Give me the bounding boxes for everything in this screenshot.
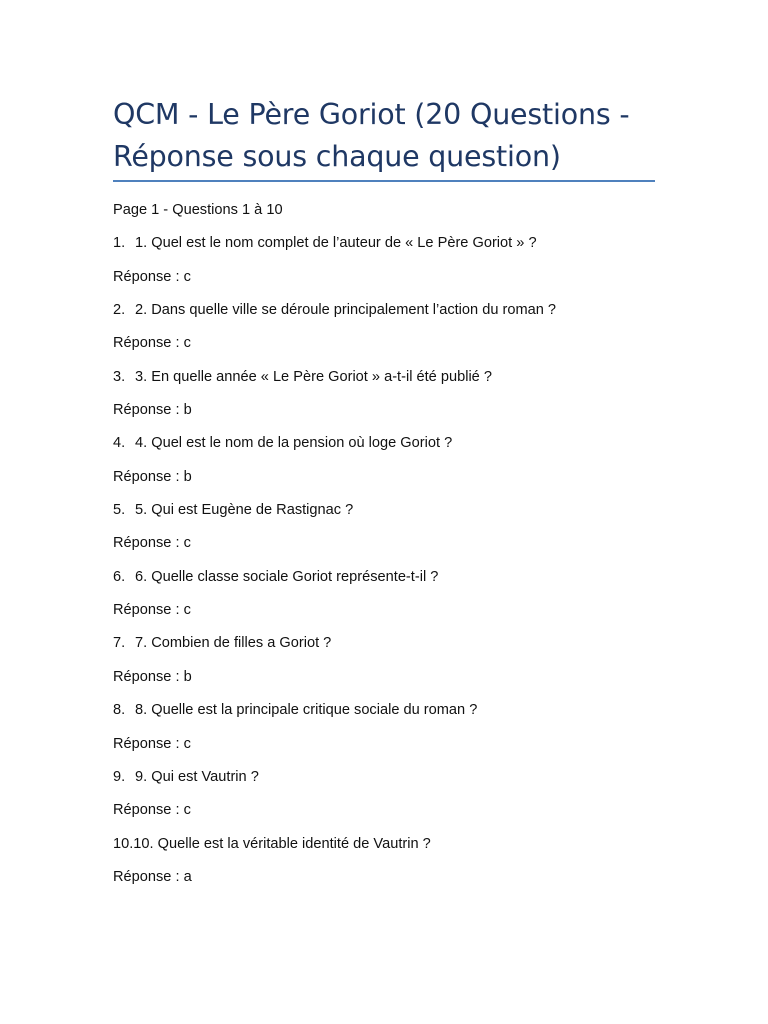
answer-text: Réponse : c <box>113 268 191 285</box>
list-number: 4. <box>113 435 126 452</box>
question-text: 7. Combien de filles a Goriot ? <box>135 635 332 652</box>
question-text: 9. Qui est Vautrin ? <box>135 768 259 785</box>
question-text: 3. En quelle année « Le Père Goriot » a-t-il été publié ? <box>135 368 492 385</box>
question-text: 5. Qui est Eugène de Rastignac ? <box>135 502 354 519</box>
question-text: 1. Quel est le nom complet de l’auteur de « Le Père Goriot » ? <box>135 235 537 252</box>
question-text: 6. Quelle classe sociale Goriot représente-t-il ? <box>135 568 439 585</box>
list-number: 3. <box>113 368 126 385</box>
question-text: 4. Quel est le nom de la pension où loge Goriot ? <box>135 435 453 452</box>
question-text: 8. Quelle est la principale critique sociale du roman ? <box>135 702 478 719</box>
question-item <box>113 699 673 732</box>
title-block <box>113 94 658 178</box>
answer-text: Réponse : c <box>113 735 191 752</box>
answer-text: Réponse : b <box>113 402 192 419</box>
list-number: 5. <box>113 502 126 519</box>
answer-text: Réponse : c <box>113 335 191 352</box>
question-item <box>113 566 673 599</box>
question-item <box>113 833 673 866</box>
list-number: 1. <box>113 235 126 252</box>
list-number: 8. <box>113 702 126 719</box>
list-number: 9. <box>113 768 126 785</box>
list-number: 2. <box>113 302 126 319</box>
answer-text: Réponse : c <box>113 602 191 619</box>
list-number: 10. <box>113 835 134 852</box>
answer-text: Réponse : c <box>113 535 191 552</box>
title-underline-rule <box>113 180 655 182</box>
question-item <box>113 299 673 332</box>
question-text: 10. Quelle est la véritable identité de Vautrin ? <box>133 835 431 852</box>
answer-text: Réponse : b <box>113 468 192 485</box>
document-body <box>113 199 673 899</box>
list-number: 6. <box>113 568 126 585</box>
answer-text: Réponse : b <box>113 668 192 685</box>
answer-text: Réponse : c <box>113 802 191 819</box>
page-heading: Page 1 - Questions 1 à 10 <box>113 202 283 218</box>
list-number: 7. <box>113 635 126 652</box>
question-item <box>113 632 673 665</box>
question-item <box>113 232 673 265</box>
question-item <box>113 432 673 465</box>
question-item <box>113 499 673 532</box>
document-title: QCM - Le Père Goriot (20 Questions - Réponse sous chaque question) <box>113 98 630 173</box>
answer-text: Réponse : a <box>113 868 192 885</box>
question-text: 2. Dans quelle ville se déroule principalement l’action du roman ? <box>135 302 557 319</box>
question-item <box>113 366 673 399</box>
question-item <box>113 766 673 799</box>
